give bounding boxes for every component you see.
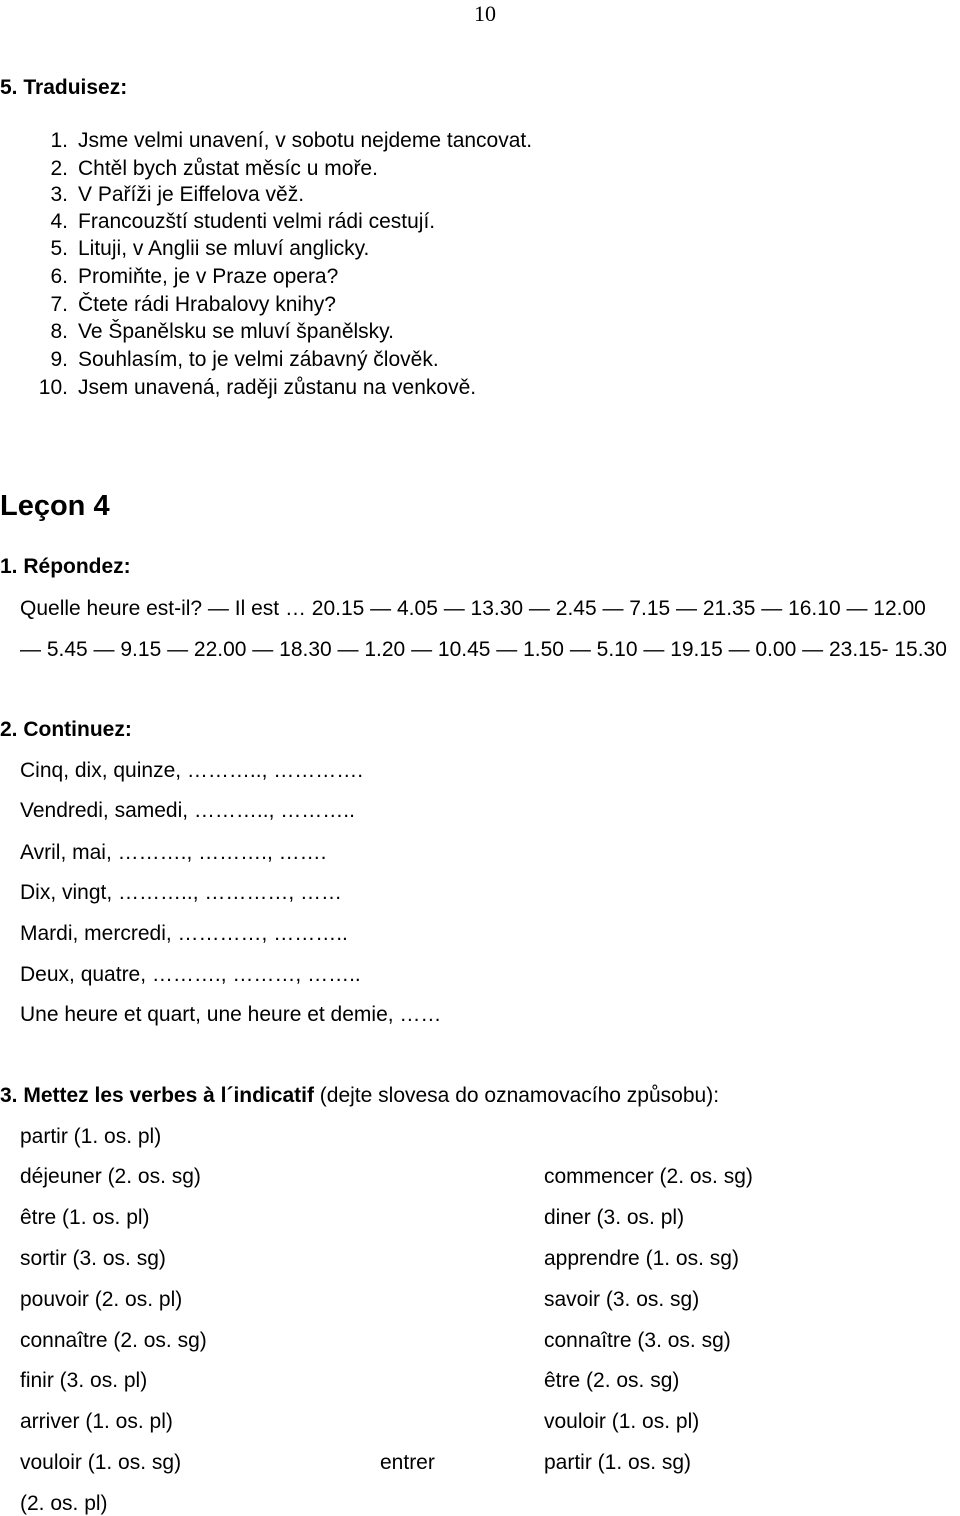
- section-5-list: [38, 0, 738, 420]
- verb-prompt: être (1. os. pl): [20, 1206, 150, 1229]
- list-item-number: 5.: [50, 237, 68, 260]
- verb-prompt: finir (3. os. pl): [20, 1369, 148, 1392]
- section-5-heading: 5. Traduisez:: [0, 76, 128, 99]
- list-item-number: 2.: [50, 157, 68, 180]
- verb-prompt: entrer: [380, 1451, 435, 1474]
- verb-prompt: arriver (1. os. pl): [20, 1410, 173, 1433]
- exercise-2-line: Une heure et quart, une heure et demie, ……: [20, 1003, 442, 1026]
- list-item-text: Chtěl bych zůstat měsíc u moře.: [78, 157, 378, 180]
- list-item-number: 3.: [50, 183, 68, 206]
- verb-prompt: diner (3. os. pl): [544, 1206, 685, 1229]
- list-item-text: Francouzští studenti velmi rádi cestují.: [78, 210, 436, 233]
- list-item-text: Lituji, v Anglii se mluví anglicky.: [78, 237, 370, 260]
- verb-prompt: sortir (3. os. sg): [20, 1247, 166, 1270]
- exercise-2-line: Dix, vingt, ……….., …………, ……: [20, 881, 343, 904]
- exercise-2-line: Avril, mai, ………., ………., …….: [20, 841, 327, 864]
- exercise-3-heading: [0, 1085, 719, 1106]
- list-item-number: 9.: [50, 348, 68, 371]
- verb-prompt: pouvoir (2. os. pl): [20, 1288, 183, 1311]
- verb-prompt: commencer (2. os. sg): [544, 1165, 753, 1188]
- list-item-text: Ve Španělsku se mluví španělsky.: [78, 320, 394, 343]
- list-item-number: 4.: [50, 210, 68, 233]
- list-item-text: Jsem unavená, raději zůstanu na venkově.: [78, 376, 477, 399]
- verb-prompt: partir (1. os. pl): [20, 1125, 162, 1148]
- verb-prompt: déjeuner (2. os. sg): [20, 1165, 201, 1188]
- verb-prompt: connaître (3. os. sg): [544, 1329, 731, 1352]
- exercise-2-heading: 2. Continuez:: [0, 718, 132, 741]
- lesson-title: Leçon 4: [0, 490, 110, 522]
- verb-prompt: être (2. os. sg): [544, 1369, 680, 1392]
- verb-prompt: apprendre (1. os. sg): [544, 1247, 739, 1270]
- exercise-1-line: Quelle heure est-il? — Il est … 20.15 — 4.05 — 13.30 — 2.45 — 7.15 — 21.35 — 16.10 — 12.00: [20, 597, 926, 620]
- verb-prompt: savoir (3. os. sg): [544, 1288, 700, 1311]
- verb-prompt: vouloir (1. os. sg): [20, 1451, 182, 1474]
- list-item-number: 10.: [38, 376, 68, 399]
- exercise-1-line: — 5.45 — 9.15 — 22.00 — 18.30 — 1.20 — 10.45 — 1.50 — 5.10 — 19.15 — 0.00 — 23.15- 15.30: [20, 638, 947, 661]
- verb-prompt: partir (1. os. sg): [544, 1451, 692, 1474]
- exercise-2-line: Deux, quatre, ………., ………, ……..: [20, 963, 361, 986]
- verb-prompt: connaître (2. os. sg): [20, 1329, 207, 1352]
- page-number: 10: [474, 1, 496, 26]
- list-item-number: 7.: [50, 293, 68, 316]
- verb-prompt: (2. os. pl): [20, 1492, 108, 1515]
- list-item-text: V Paříži je Eiffelova věž.: [78, 183, 305, 206]
- list-item-number: 1.: [50, 129, 68, 152]
- list-item-text: Čtete rádi Hrabalovy knihy?: [78, 293, 336, 316]
- list-item-number: 6.: [50, 265, 68, 288]
- verb-prompt: vouloir (1. os. pl): [544, 1410, 700, 1433]
- list-item-text: Promiňte, je v Praze opera?: [78, 265, 339, 288]
- list-item-text: Souhlasím, to je velmi zábavný člověk.: [78, 348, 439, 371]
- list-item-number: 8.: [50, 320, 68, 343]
- exercise-2-line: Cinq, dix, quinze, ……….., ………….: [20, 759, 364, 782]
- exercise-1-heading: 1. Répondez:: [0, 555, 131, 578]
- exercise-2-line: Vendredi, samedi, ……….., ………..: [20, 799, 355, 822]
- exercise-3-heading-instruction: (dejte slovesa do oznamovacího způsobu):: [313, 1084, 720, 1107]
- exercise-2-line: Mardi, mercredi, …………, ………..: [20, 922, 348, 945]
- exercise-3-heading-bold: 3. Mettez les verbes à l´indicatif: [0, 1084, 314, 1107]
- list-item-text: Jsme velmi unavení, v sobotu nejdeme tancovat.: [78, 129, 533, 152]
